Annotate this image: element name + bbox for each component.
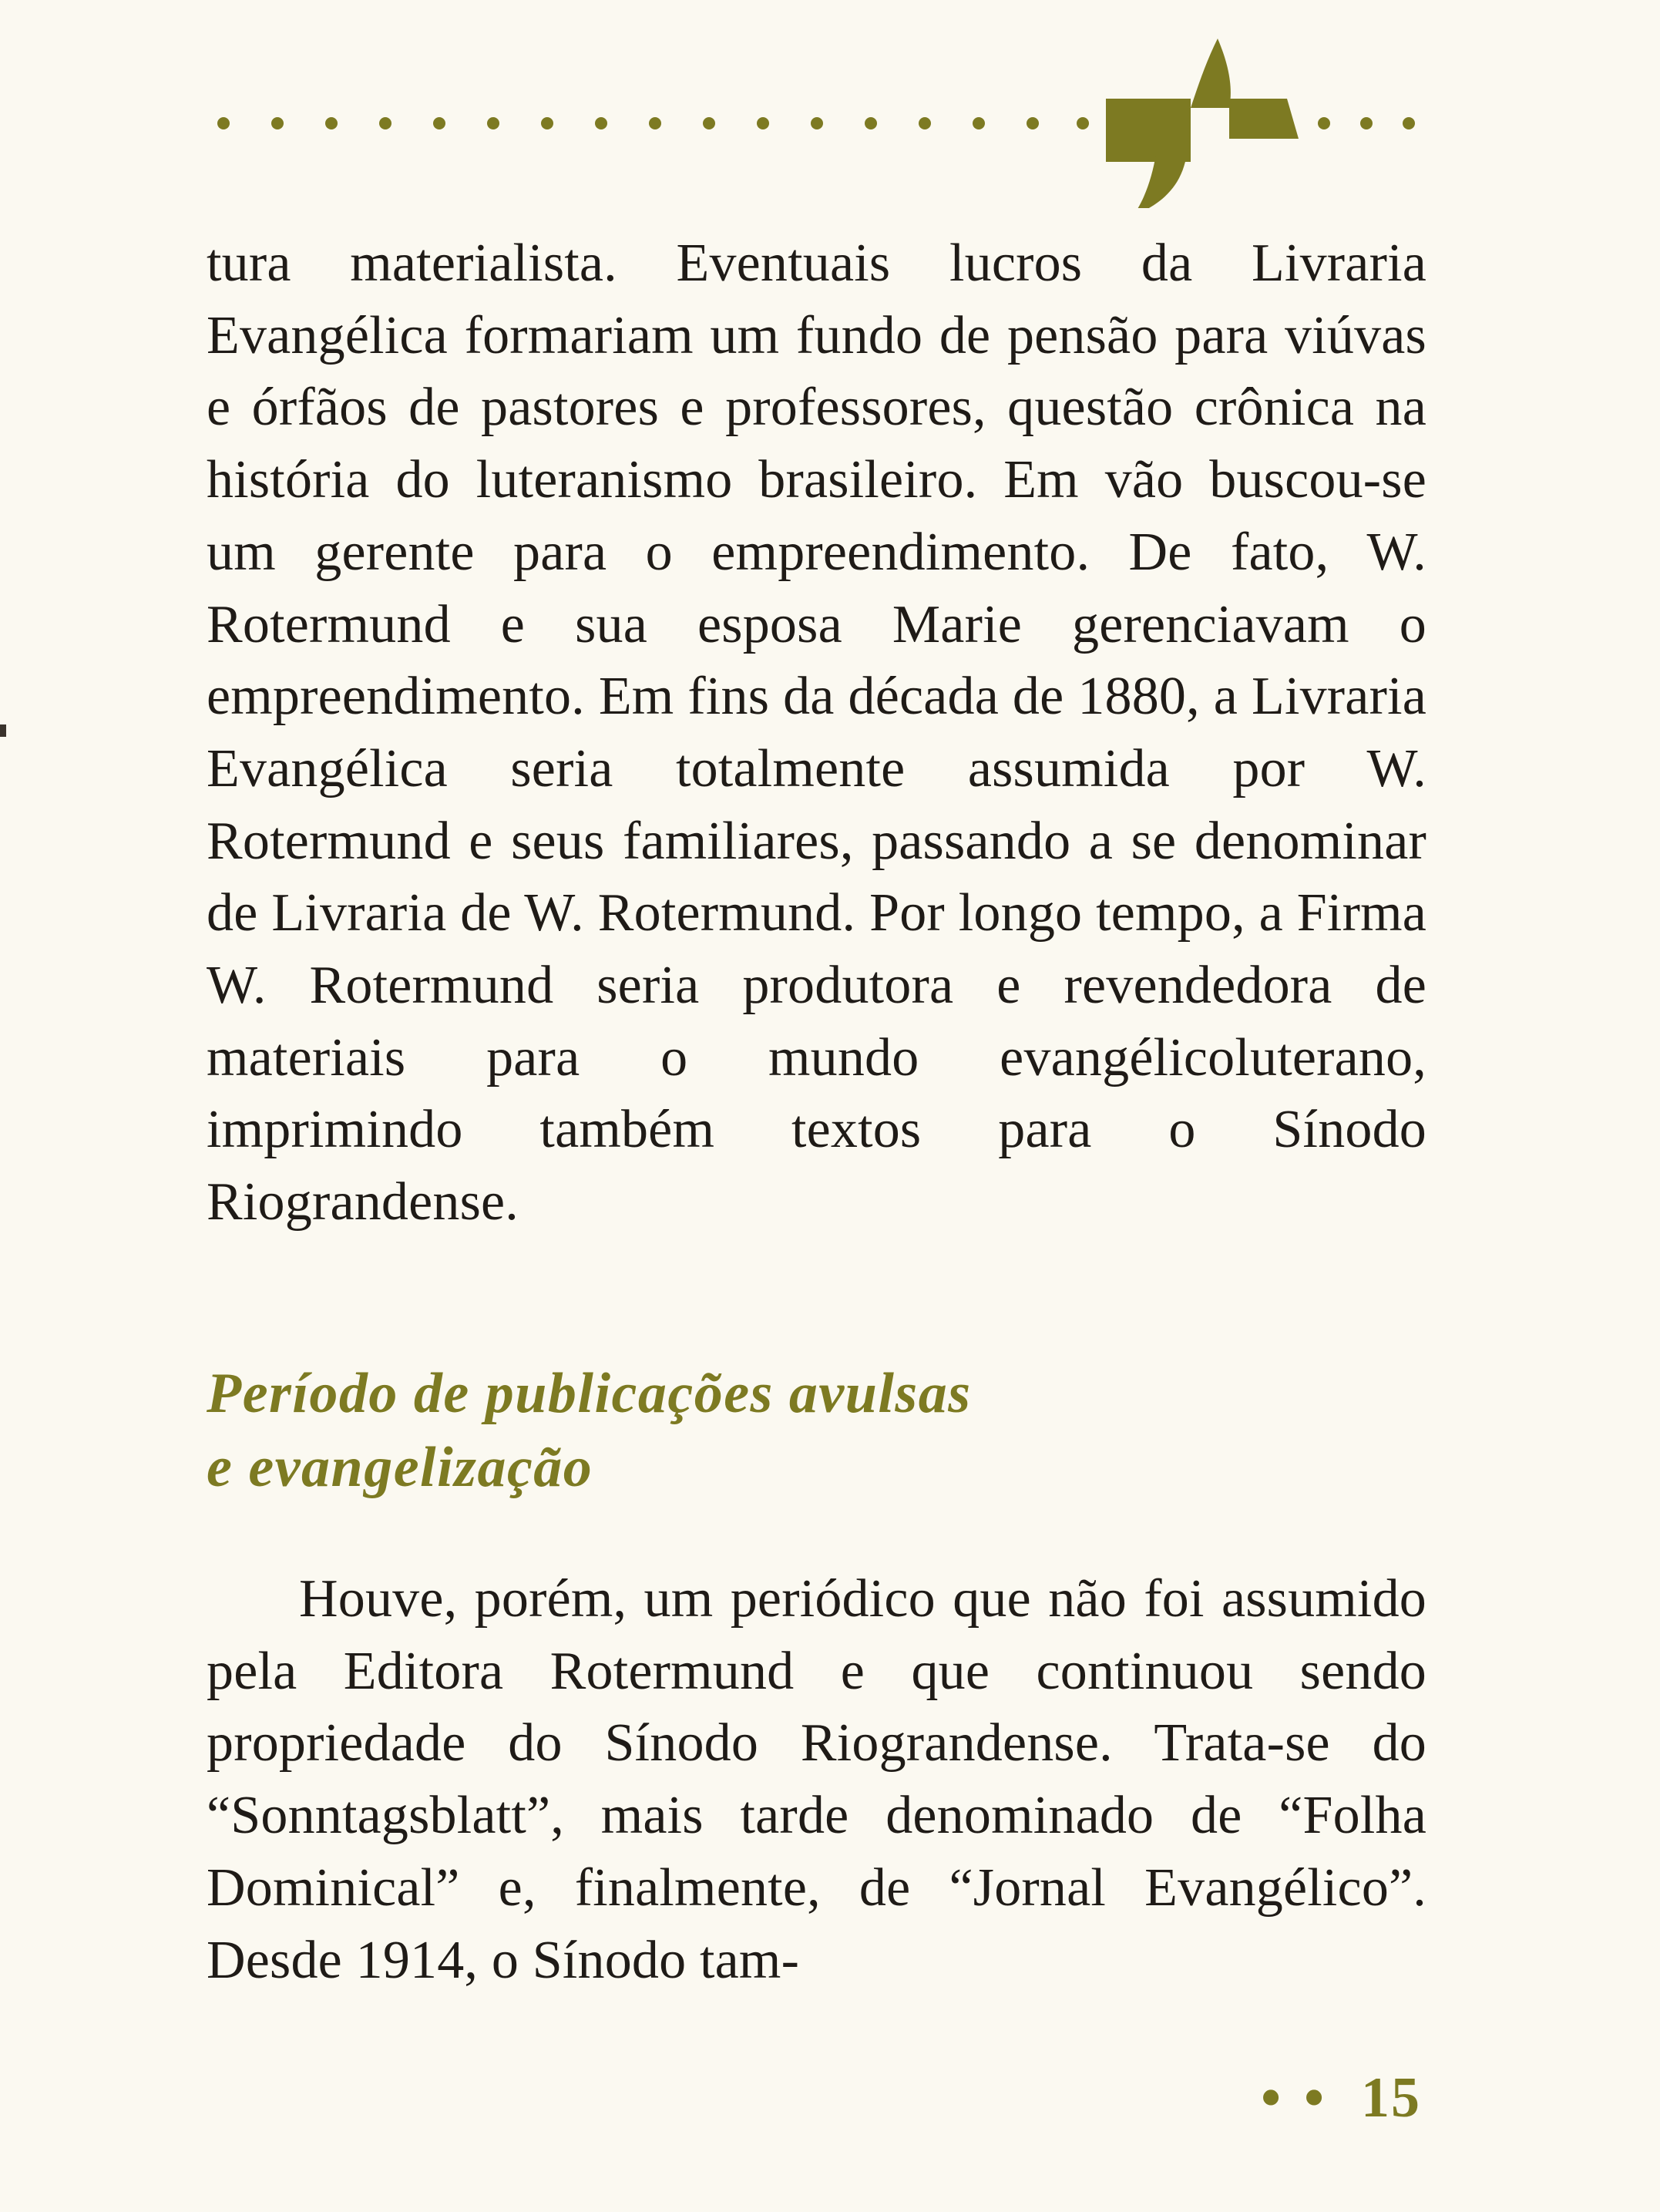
ornament-dot (973, 117, 985, 129)
ornament-dot (649, 117, 661, 129)
section-body-text (207, 1563, 1426, 1996)
ornament-dot (541, 117, 553, 129)
page-number: 15 (1361, 2066, 1421, 2130)
ornament-dot (1318, 117, 1330, 129)
section-heading-line: e evangelização (207, 1436, 593, 1499)
section-heading-line: Período de publicações avulsas (207, 1362, 972, 1425)
ornament-dot (757, 117, 769, 129)
section-heading (207, 1356, 1426, 1504)
ornament-dot (1360, 117, 1373, 129)
page-number-footer (1261, 2066, 1421, 2131)
ornament-dot (811, 117, 823, 129)
ornament-dot (379, 117, 391, 129)
header-ornament (208, 23, 1441, 208)
page-number-dots-icon: •• (1261, 2066, 1347, 2130)
ornament-dot (487, 117, 499, 129)
cross-leaf-icon (1106, 39, 1299, 208)
ornament-dot (1027, 117, 1039, 129)
dot-row-right (1318, 117, 1415, 129)
ornament-dot (433, 117, 445, 129)
ornament-dot (1403, 117, 1415, 129)
ornament-dot (271, 117, 284, 129)
ornament-dot (325, 117, 338, 129)
body-text (207, 227, 1426, 1239)
ornament-dot (1077, 117, 1089, 129)
page-edge-mark (0, 724, 6, 737)
ornament-dot (217, 117, 230, 129)
ornament-dot (595, 117, 607, 129)
ornament-dot (703, 117, 715, 129)
paragraph: Houve, porém, um periódico que não foi assumido pela Editora Rotermund e que continuou sendo propriedade do Sínodo Riograndense. Trata-se do “Sonntagsblatt”, mais tarde denominado de “Folha Dominical” e, finalmente, de “Jornal Evangélico”. Desde 1914, o Sínodo tam- (207, 1569, 1426, 1990)
ornament-dot (865, 117, 877, 129)
dot-row-left (217, 117, 1089, 129)
paragraph: tura materialista. Eventuais lucros da Livraria Evangélica formariam um fundo de pensão para viúvas e órfãos de pastores e professores, questão crônica na história do luteranismo brasileiro. Em vão buscou-se um gerente para o empreendimento. De fato, W. Rotermund e sua esposa Marie gerenciavam o empreendimento. Em fins da década de 1880, a Livraria Evangélica seria totalmente assumida por W. Rotermund e seus familiares, passando a se denominar de Livraria de W. Rotermund. Por longo tempo, a Firma W. Rotermund seria produtora e revendedora de materiais para o mundo evangélicoluterano, imprimindo também textos para o Sínodo Riograndense. (207, 234, 1426, 1232)
ornament-dot (919, 117, 931, 129)
